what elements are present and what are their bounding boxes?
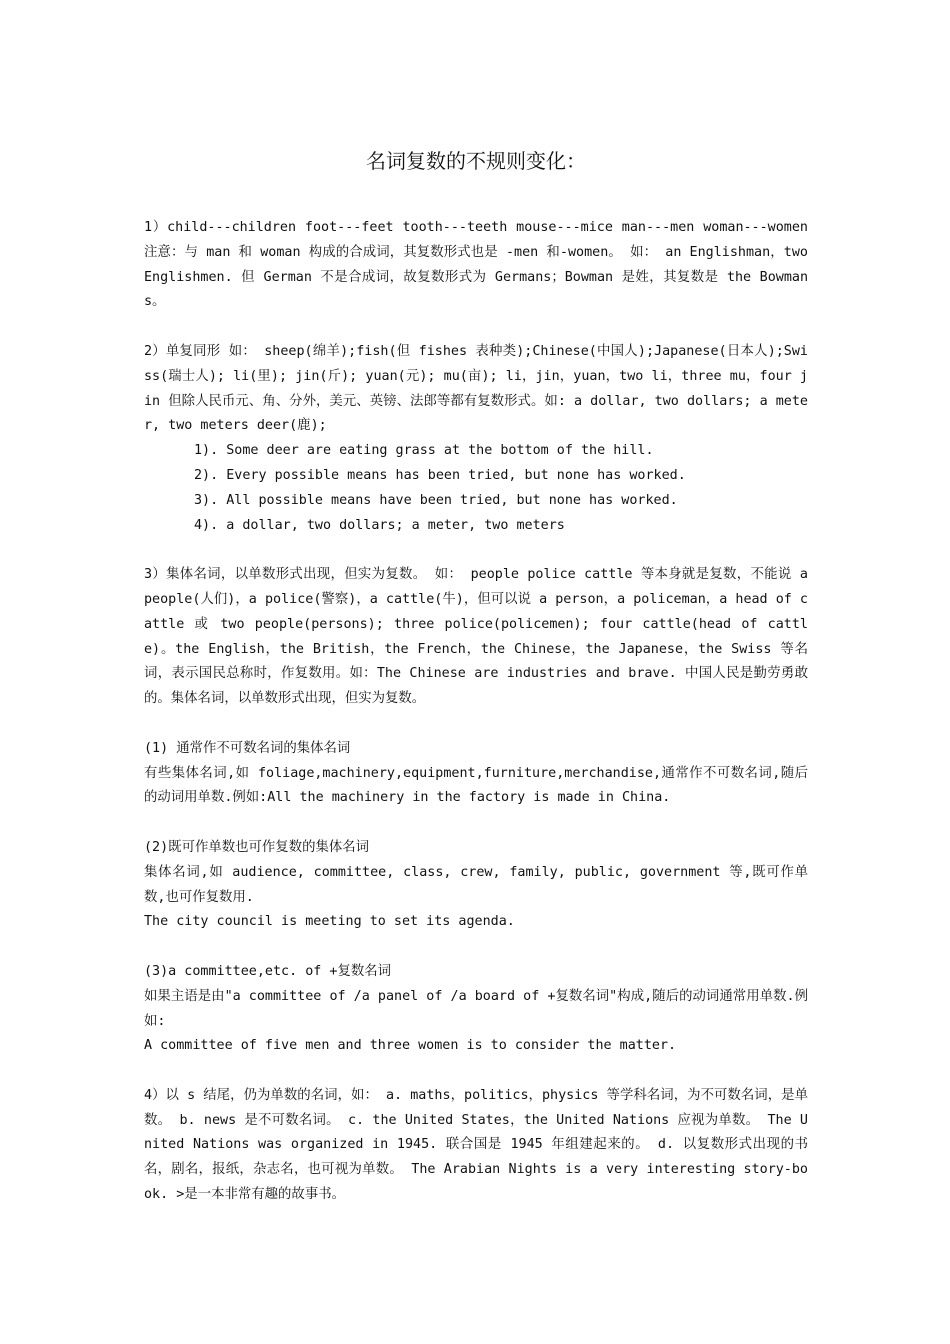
paragraph-irregular-plurals: 1）child---children foot---feet tooth---teeth mouse---mice man---men woman---women 注意：与 man 和 woman 构成的合成词，其复数形式也是 -men 和-women。 如： an Englishman，two Englishmen. 但 German 不是合成词，故复数形式为 Germans；Bowman 是姓，其复数是 the Bowmans。 [144,220,808,310]
section-heading: (2)既可作单数也可作复数的集体名词 [144,839,370,855]
blank-line [144,712,808,737]
paragraph-collective-nouns: 3）集体名词，以单数形式出现，但实为复数。 如： people police cattle 等本身就是复数，不能说 a people(人们)，a police(警察)，a cattle(牛)，但可以说 a person，a policeman，a head of cattle 或 two people(persons); three police(policemen); four cattle(head of cattle)。the English，the British，the French，the Chinese，the Japanese，the Swiss 等名词，表示国民总称时，作复数用。如：The Chinese are industries and brave. 中国人民是勤劳勇敢的。集体名词，以单数形式出现，但实为复数。 [144,567,808,707]
blank-line [144,315,808,340]
blank-line [144,538,808,563]
page-title: 名词复数的不规则变化： [366,149,586,173]
example-line: 1). Some deer are eating grass at the bottom of the hill. [194,443,654,459]
section-heading: (3)a committee,etc. of +复数名词 [144,963,392,979]
example-line: 3). All possible means have been tried, but none has worked. [194,492,678,508]
paragraph-s-ending-singular: 4）以 s 结尾，仍为单数的名词，如： a. maths，politics，physics 等学科名词，为不可数名词，是单数。 b. news 是不可数名词。 c. the United States，the United Nations 应视为单数。 The United Nations was organized in 1945. 联合国是 1945 年组建起来的。 d. 以复数形式出现的书名，剧名，报纸，杂志名，也可视为单数。 The Arabian Nights is a very interesting story-book. >是一本非常有趣的故事书。 [144,1087,808,1203]
paragraph-committee-of: 如果主语是由"a committee of /a panel of /a board of +复数名词"构成,随后的动词通常用单数.例如: [144,988,808,1029]
example-line: 2). Every possible means has been tried, but none has worked. [194,467,686,483]
paragraph-same-form: 2）单复同形 如： sheep(绵羊);fish(但 fishes 表种类);Chinese(中国人);Japanese(日本人);Swiss(瑞士人); li(里); jin(斤); yuan(元); mu(亩); li，jin，yuan，two li，three mu，four jin 但除人民币元、角、分外，美元、英镑、法郎等都有复数形式。如: a dollar, two dollars; a meter, two meters deer(鹿); [144,343,808,434]
example-line: A committee of five men and three women is to consider the matter. [144,1038,677,1054]
example-line: The city council is meeting to set its agenda. [144,914,515,930]
example-line: 4). a dollar, two dollars; a meter, two meters [194,517,565,533]
paragraph-uncountable-collective: 有些集体名词,如 foliage,machinery,equipment,furniture,merchandise,通常作不可数名词,随后的动词用单数.例如:All the machinery in the factory is made in China. [144,765,808,806]
section-heading: (1) 通常作不可数名词的集体名词 [144,740,351,756]
blank-line [144,1059,808,1084]
blank-line [144,811,808,836]
document-body [144,216,808,1208]
paragraph-singular-plural-collective: 集体名词,如 audience, committee, class, crew, family, public, government 等,既可作单数,也可作复数用. [144,864,808,905]
blank-line [144,935,808,960]
